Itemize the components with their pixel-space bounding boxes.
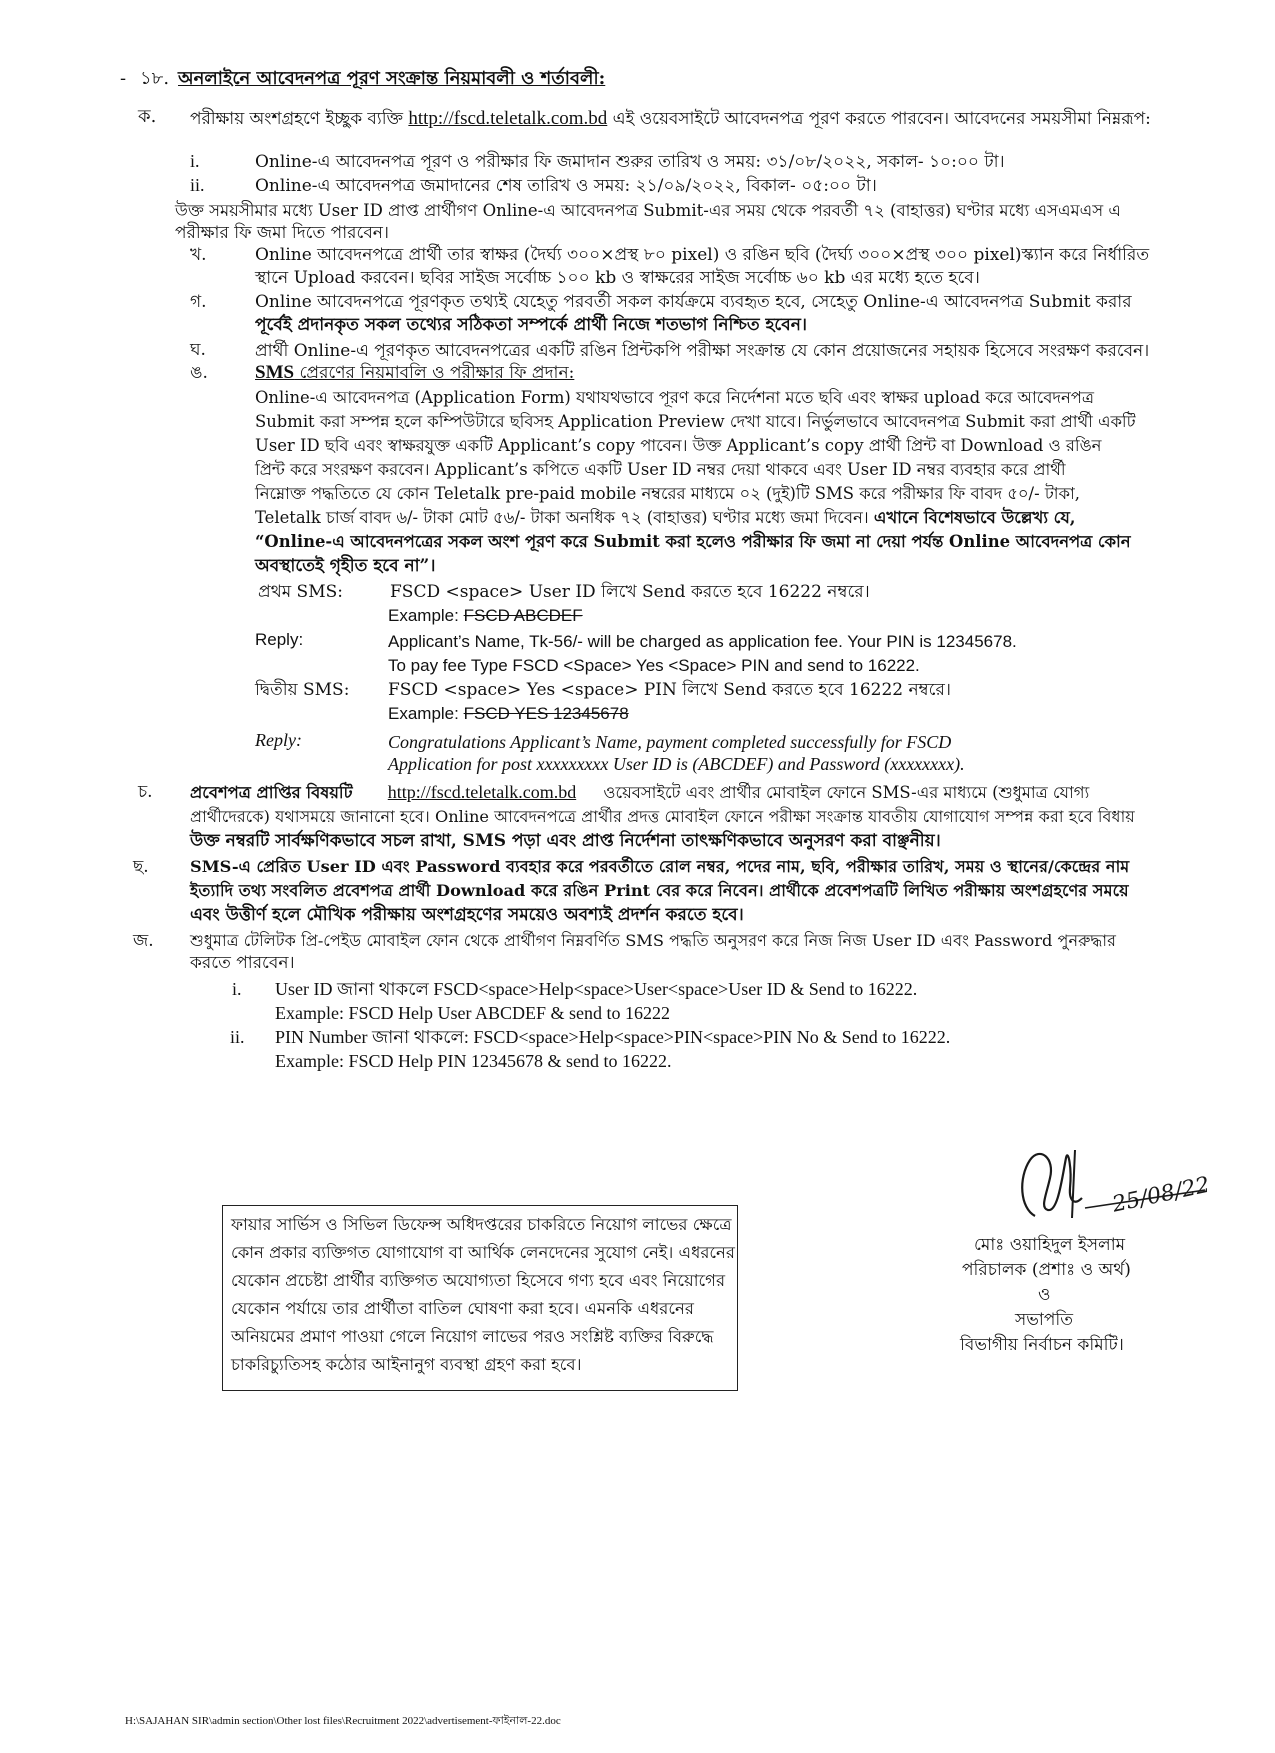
item-chha-label: ছ. bbox=[133, 857, 149, 877]
item-ka-label: ক. bbox=[138, 106, 157, 127]
item-ka-intro-post: এই ওয়েবসাইটে আবেদনপত্র পূরণ করতে পারবেন। আবেদনের সময়সীমা নিম্নরূপ: bbox=[612, 108, 1151, 128]
umo-line-6-bold: এখানে বিশেষভাবে উল্লেখ্য যে, bbox=[873, 508, 1076, 527]
item-kha-label: খ. bbox=[190, 245, 207, 265]
sms2-example-pre: Example: bbox=[388, 704, 464, 723]
item-cha-line3: উক্ত নম্বরটি সার্বক্ষণিকভাবে সচল রাখা, SMS পড়া এবং প্রাপ্ত নির্দেশনা তাৎক্ষণিকভাবে অনুসরণ করা বাঞ্ছনীয়। bbox=[190, 831, 941, 851]
admit-website-link[interactable]: http://fscd.teletalk.com.bd bbox=[387, 782, 577, 802]
sms2-text: FSCD <space> Yes <space> PIN লিখে Send করতে হবে 16222 নম্বরে। bbox=[388, 680, 951, 700]
item-cha-line1 bbox=[190, 780, 1089, 805]
item-ja-sub2-text: PIN Number জানা থাকলে: FSCD<space>Help<space>PIN<space>PIN No & Send to 16222. bbox=[275, 1027, 951, 1047]
item-ga-line1: Online আবেদনপত্রে পূরণকৃত তথ্যই যেহেতু পরবর্তী সকল কার্যক্রমে ব্যবহৃত হবে, সেহেতু Online-এ আবেদনপত্র Submit করার bbox=[255, 292, 1132, 312]
sms1-label: প্রথম SMS: bbox=[258, 582, 343, 602]
sms2-label: দ্বিতীয় SMS: bbox=[255, 680, 350, 700]
umo-line-4: প্রিন্ট করে সংরক্ষণ করবেন। Applicant’s কপিতে একটি User ID নম্বর দেয়া থাকবে এবং User ID নম্বর ব্যবহার করে প্রার্থী bbox=[255, 460, 1066, 479]
umo-line-6-plain: Teletalk চার্জ বাবদ ৬/- টাকা মোট ৫৬/- টাকা অনধিক ৭২ (বাহাত্তর) ঘণ্টার মধ্যে জমা দিবেন। bbox=[255, 508, 874, 527]
item-cha-line2: প্রার্থীদেরকে) যথাসময়ে জানানো হবে। Online আবেদনপত্রে প্রার্থীর প্রদত্ত মোবাইল ফোনে পরীক্ষা সংক্রান্ত যাবতীয় যোগাযোগ সম্পন্ন করা হবে বিধায় bbox=[190, 807, 1135, 826]
notice-line-5: অনিয়মের প্রমাণ পাওয়া গেলে নিয়োগ লাভের পরও সংশ্লিষ্ট ব্যক্তির বিরুদ্ধে bbox=[231, 1327, 714, 1346]
notice-box bbox=[222, 1205, 738, 1391]
umo-line-6 bbox=[255, 506, 1075, 530]
sms2-example-value: FSCD YES 12345678 bbox=[463, 704, 629, 723]
umo-line-8: অবস্থাতেই গৃহীত হবে না”। bbox=[255, 556, 436, 576]
footer-file-path: H:\SAJAHAN SIR\admin section\Other lost files\Recruitment 2022\advertisement-ফাইনাল-22.doc bbox=[125, 1715, 561, 1727]
reply2-line2: Application for post xxxxxxxxx User ID is (ABCDEF) and Password (xxxxxxxx). bbox=[388, 754, 965, 774]
umo-line-7: “Online-এ আবেদনপত্রের সকল অংশ পূরণ করে Submit করা হলেও পরীক্ষার ফি জমা না দেয়া পর্যন্ত Online আবেদনপত্র কোন bbox=[255, 532, 1131, 551]
item-ja-sub2-example: Example: FSCD Help PIN 12345678 & send to 16222. bbox=[275, 1051, 672, 1071]
sms-heading-rest: প্রেরণের নিয়মাবলি ও পরীক্ষার ফি প্রদান: bbox=[294, 363, 575, 383]
item-chha-line1: SMS-এ প্রেরিত User ID এবং Password ব্যবহার করে পরবর্তীতে রোল নম্বর, পদের নাম, ছবি, পরীক্ষার তারিখ, সময় ও স্থানের/কেন্দ্রের নাম bbox=[190, 857, 1130, 876]
sms1-example bbox=[388, 604, 583, 628]
handwritten-signature bbox=[1000, 1138, 1220, 1228]
item-umo-label: ঙ. bbox=[190, 363, 208, 383]
umo-line-1: Online-এ আবেদনপত্র (Application Form) যথাযথভাবে পূরণ করে নির্দেশনা মতে ছবি এবং স্বাক্ষর upload করে আবেদনপত্র bbox=[255, 388, 1094, 407]
item-ka-sub2-text: Online-এ আবেদনপত্র জমাদানের শেষ তারিখ ও সময়: ২১/০৯/২০২২, বিকাল- ০৫:০০ টা। bbox=[255, 176, 877, 196]
item-gha-label: ঘ. bbox=[190, 340, 206, 360]
item-ja-line1: শুধুমাত্র টেলিটক প্রি-পেইড মোবাইল ফোন থেকে প্রার্থীগণ নিম্নবর্ণিত SMS পদ্ধতি অনুসরণ করে নিজ নিজ User ID এবং Password পুনরুদ্ধার bbox=[190, 931, 1117, 950]
sms1-text: FSCD <space> User ID লিখে Send করতে হবে 16222 নম্বরে। bbox=[390, 582, 870, 602]
reply2-label: Reply: bbox=[255, 730, 302, 750]
item-ja-sub2-label: ii. bbox=[230, 1027, 245, 1047]
notice-line-6: চাকরিচ্যুতিসহ কঠোর আইনানুগ ব্যবস্থা গ্রহণ করা হবে। bbox=[231, 1355, 582, 1374]
signatory-committee: বিভাগীয় নির্বাচন কমিটি। bbox=[960, 1335, 1124, 1355]
item-ja-sub1-label: i. bbox=[232, 979, 242, 999]
item-gha-line1: প্রার্থী Online-এ পূরণকৃত আবেদনপত্রের একটি রঙিন প্রিন্টকপি পরীক্ষা সংক্রান্ত যে কোন প্রয়োজনের সহায়ক হিসেবে সংরক্ষণ করবেন। bbox=[255, 340, 1150, 360]
item-ga-line2: পূর্বেই প্রদানকৃত সকল তথ্যের সঠিকতা সম্পর্কে প্রার্থী নিজে শতভাগ নিশ্চিত হবেন। bbox=[255, 315, 807, 335]
item-umo-heading bbox=[255, 361, 574, 385]
item-ga-label: গ. bbox=[190, 292, 207, 312]
item-chha-line3: এবং উত্তীর্ণ হলে মৌখিক পরীক্ষায় অংশগ্রহণের সময়েও অবশ্যই প্রদর্শন করতে হবে। bbox=[190, 905, 744, 925]
item-ka-sub2-label: ii. bbox=[190, 175, 205, 195]
reply1-label: Reply: bbox=[255, 630, 304, 649]
signatory-name: মোঃ ওয়াহিদুল ইসলাম bbox=[974, 1235, 1126, 1255]
sms-heading-word: SMS bbox=[255, 362, 295, 383]
item-chha-line2: ইত্যাদি তথ্য সংবলিত প্রবেশপত্র প্রার্থী Download করে রঙিন Print বের করে নিবেন। প্রার্থীকে প্রবেশপত্রটি লিখিত পরীক্ষায় অংশগ্রহণের সময়ে bbox=[190, 881, 1129, 900]
signatory-designation: পরিচালক (প্রশাঃ ও অর্থ) bbox=[962, 1260, 1131, 1280]
signature-date: 25/08/22 bbox=[1110, 1172, 1212, 1218]
reply2-line1: Congratulations Applicant’s Name, payment completed successfully for FSCD bbox=[388, 732, 952, 752]
sms1-example-pre: Example: bbox=[388, 606, 464, 625]
signatory-role: সভাপতি bbox=[1015, 1310, 1073, 1330]
section-title: অনলাইনে আবেদনপত্র পূরণ সংক্রান্ত নিয়মাবলী ও শর্তাবলী: bbox=[178, 68, 606, 89]
notice-line-1: ফায়ার সার্ভিস ও সিভিল ডিফেন্স অধিদপ্তরের চাকরিতে নিয়োগ লাভের ক্ষেত্রে bbox=[231, 1215, 732, 1234]
item-ja-sub1-text: User ID জানা থাকলে FSCD<space>Help<space>User<space>User ID & Send to 16222. bbox=[275, 979, 918, 999]
item-ka-intro bbox=[190, 106, 1151, 131]
website-link[interactable]: http://fscd.teletalk.com.bd bbox=[408, 108, 608, 129]
item-ja-label: জ. bbox=[133, 931, 154, 951]
notice-line-4: যেকোন পর্যায়ে তার প্রার্থীতা বাতিল ঘোষণা করা হবে। এমনকি এধরনের bbox=[231, 1299, 694, 1318]
umo-line-2: Submit করা সম্পন্ন হলে কম্পিউটারে ছবিসহ Application Preview দেখা যাবে। নির্ভুলভাবে আবেদনপত্র Submit করা প্রার্থী একটি bbox=[255, 412, 1136, 431]
reply1-line2: To pay fee Type FSCD <Space> Yes <Space> PIN and send to 16222. bbox=[388, 656, 920, 675]
reply1-line1: Applicant’s Name, Tk-56/- will be charged as application fee. Your PIN is 12345678. bbox=[388, 632, 1017, 651]
item-cha-label: চ. bbox=[138, 782, 153, 802]
section-dash: - bbox=[120, 68, 127, 89]
signatory-conj: ও bbox=[1038, 1285, 1051, 1305]
umo-line-3: User ID ছবি এবং স্বাক্ষরযুক্ত একটি Applicant’s copy পাবেন। উক্ত Applicant’s copy প্রার্থী প্রিন্ট বা Download ও রঙিন bbox=[255, 436, 1102, 455]
item-ka-note-1: উক্ত সময়সীমার মধ্যে User ID প্রাপ্ত প্রার্থীগণ Online-এ আবেদনপত্র Submit-এর সময় থেকে পরবর্তী ৭২ (বাহাত্তর) ঘণ্টার মধ্যে এসএমএস এ bbox=[175, 201, 1121, 220]
item-ka-sub1-text: Online-এ আবেদনপত্র পূরণ ও পরীক্ষার ফি জমাদান শুরুর তারিখ ও সময়: ৩১/০৮/২০২২, সকাল- ১০:০০ টা। bbox=[255, 152, 1005, 172]
item-ka-note-2: পরীক্ষার ফি জমা দিতে পারবেন। bbox=[175, 223, 390, 243]
sms2-example bbox=[388, 702, 629, 726]
umo-line-5: নিম্নোক্ত পদ্ধতিতে যে কোন Teletalk pre-paid mobile নম্বরের মাধ্যমে ০২ (দুই)টি SMS করে পরীক্ষার ফি বাবদ ৫০/- টাকা, bbox=[255, 484, 1080, 503]
item-cha-pre: প্রবেশপত্র প্রাপ্তির বিষয়টি bbox=[190, 783, 353, 802]
section-number: ১৮. bbox=[140, 68, 170, 89]
notice-line-2: কোন প্রকার ব্যক্তিগত যোগাযোগ বা আর্থিক লেনদেনের সুযোগ নেই। এধরনের bbox=[231, 1243, 735, 1262]
item-ka-intro-pre: পরীক্ষায় অংশগ্রহণে ইচ্ছুক ব্যক্তি bbox=[190, 108, 403, 128]
item-kha-line1: Online আবেদনপত্রে প্রার্থী তার স্বাক্ষর (দৈর্ঘ্য ৩০০×প্রস্থ ৮০ pixel) ও রঙিন ছবি (দৈর্ঘ্য ৩০০×প্রস্থ ৩০০ pixel)স্ক্যান করে নির্ধারিত bbox=[255, 245, 1150, 265]
item-ja-sub1-example: Example: FSCD Help User ABCDEF & send to 16222 bbox=[275, 1003, 670, 1023]
sms1-example-value: FSCD ABCDEF bbox=[463, 606, 583, 625]
item-cha-post: ওয়েবসাইটে এবং প্রার্থীর মোবাইল ফোনে SMS-এর মাধ্যমে (শুধুমাত্র যোগ্য bbox=[603, 783, 1090, 802]
item-kha-line2: স্থানে Upload করবেন। ছবির সাইজ সর্বোচ্চ ১০০ kb ও স্বাক্ষরের সাইজ সর্বোচ্চ ৬০ kb এর মধ্যে হতে হবে। bbox=[255, 268, 980, 288]
item-ka-sub1-label: i. bbox=[190, 151, 200, 171]
item-ja-line2: করতে পারবেন। bbox=[190, 953, 295, 973]
notice-line-3: যেকোন প্রচেষ্টা প্রার্থীর ব্যক্তিগত অযোগ্যতা হিসেবে গণ্য হবে এবং নিয়োগের bbox=[231, 1271, 726, 1290]
